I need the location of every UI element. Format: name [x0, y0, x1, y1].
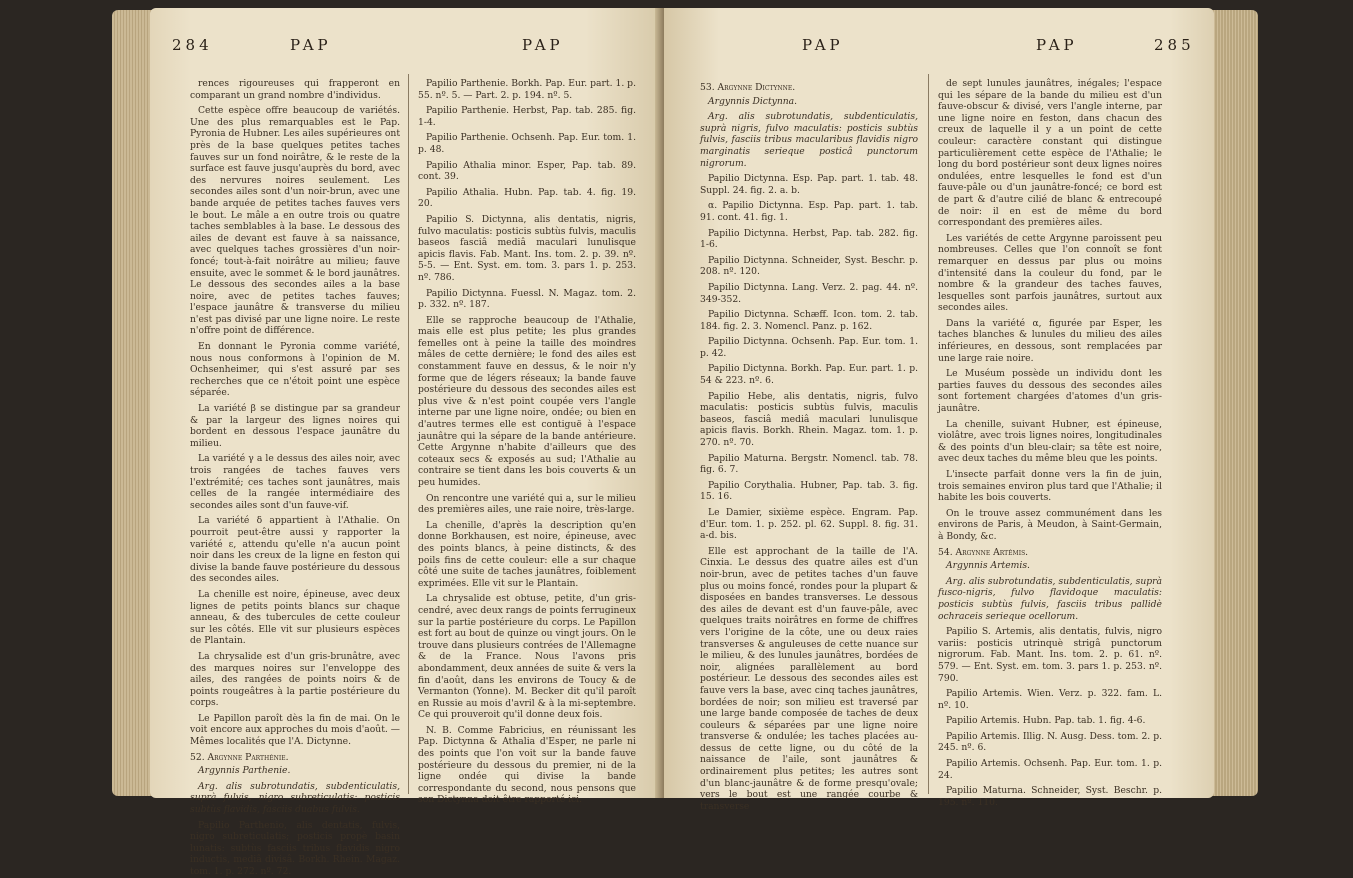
reference: Papilio Dictynna. Schneider, Syst. Beschr. p. 208. nº. 120. — [700, 254, 918, 278]
left-column-rule — [408, 74, 409, 794]
paragraph: Les variétés de cette Argynne paroissent peu nombreuses. Celles que l'on connoît se font remarquer en dessus par plus ou moins d'intensité dans la couleur du fond, par le nombre & la grandeur des taches fauves, lesquelles sont parfois jaunâtres, surtout aux secondes ailes. — [938, 232, 1162, 314]
entry-name: Argynnis Artemis. — [946, 560, 1030, 572]
right-column-rule — [928, 74, 929, 794]
left-header-left: PAP — [290, 36, 332, 54]
reference: Papilio Athalia. Hubn. Pap. tab. 4. fig. 19. 20. — [418, 186, 636, 210]
right-header-left: PAP — [802, 36, 844, 54]
left-header-right: PAP — [522, 36, 564, 54]
entry-name: Argynnis Dictynna. — [708, 95, 798, 107]
reference: Papilio Artemis. Illig. N. Ausg. Dess. tom. 2. p. 245. nº. 6. — [938, 730, 1162, 754]
reference: Papilio Dictynna. Ochsenh. Pap. Eur. tom. 1. p. 42. — [700, 336, 918, 359]
paragraph: La variété β se distingue par sa grandeur & par la largeur des lignes noires qui bordent en dessous l'espace jaunâtre du milieu. — [190, 403, 400, 449]
left-page-edges — [112, 10, 152, 796]
paragraph: Cette espèce offre beaucoup de variétés. Une des plus remarquables est le Pap. Pyronia de Hubner. Les ailes supérieures ont près de la base quelques petites taches fauves sur un fond noirâtre, & le reste de la surface est fauve jusqu'auprès du bord, avec des nervures noires seulement. Les secondes ailes sont d'un noir-brun, avec une bande arquée de petites taches fauves vers le bout. Le mâle a en outre trois ou quatre taches semblables à la base. Le dessous des ailes de devant est fauve à sa naissance, avec quelques taches grossières d'un noir-foncé; tout-à-fait noirâtre au milieu; fauve ensuite, avec le sommet & le bord jaunâtres. Le dessous des secondes ailes a la base noire, avec de petites taches fauves; l'espace jaunâtre & transverse du milieu n'est pas divisé par une ligne noire. Le reste n'offre point de différence. — [190, 105, 401, 337]
reference: Papilio Maturna. Schneider, Syst. Beschr. p. 195. nº. 110. — [938, 785, 1162, 808]
paragraph: On le trouve assez communément dans les environs de Paris, à Meudon, à Saint-Germain, à Bondy, &c. — [938, 507, 1162, 542]
paragraph: Le Muséum possède un individu dont les parties fauves du dessous des secondes ailes sont fortement chargées d'atomes d'un gris-jaunâtre. — [938, 368, 1162, 415]
paragraph: Elle se rapproche beaucoup de l'Athalie, mais elle est plus petite; les plus grandes femelles ont à peine la taille des moindres mâles de cette dernière; le fond des ailes est constamment fauve en dessus, & le noir n'y forme que de légers réseaux; la bande fauve postérieure du dessous des secondes ailes est plus vive & n'est point coupée vers l'angle interne par une ligne noire, ondée; ou bien en d'autres termes elle est contiguë à l'espace jaunâtre qui la sépare de la bande antérieure. Cette Argynne n'habite d'ailleurs que des coteaux secs & exposés au sud; l'Athalie au contraire se tient dans les bois couverts & un peu humides. — [418, 314, 636, 488]
reference: Le Damier, sixième espèce. Engram. Pap. d'Eur. tom. 1. p. 252. pl. 62. Suppl. 8. fig. 31. a-d. bis. — [700, 507, 918, 542]
reference: Papilio Dictynna. Esp. Pap. part. 1. tab. 48. Suppl. 24. fig. 2. a. b. — [700, 173, 918, 196]
reference: Papilio Dictynna. Fuessl. N. Magaz. tom. 2. p. 332. nº. 187. — [418, 287, 636, 311]
reference: Papilio Parthenie. Herbst, Pap. tab. 285. fig. 1-4. — [418, 105, 636, 128]
paragraph: La chrysalide est obtuse, petite, d'un gris-cendré, avec deux rangs de points ferrugineux sur la partie postérieure du corps. Le Papillon est fort au bout de quinze ou vingt jours. On le trouve dans plusieurs contrées de l'Allemagne & de la France. Nous l'avons pris abondamment, deux années de suite & vers la fin d'août, dans les environs de Toucy & de Vermanton (Yonne). M. Becker dit qu'il paroît en Russie au mois d'avril & à la mi-septembre. Ce qui prouveroit qu'il donne deux fois. — [418, 593, 636, 721]
reference: Papilio Parthenie. Borkh. Pap. Eur. part. 1. p. 55. nº. 5. — Part. 2. p. 194. nº. 5. — [418, 78, 636, 101]
right-page-number: 285 — [1154, 36, 1195, 54]
paragraph: La chenille est noire, épineuse, avec deux lignes de petits points blancs sur chaque anneau, & des tubercules de cette couleur sur les côtés. Elle vit sur plusieurs espèces de Plantain. — [190, 588, 400, 647]
right-column-2 — [938, 78, 1162, 808]
paragraph: La chrysalide est d'un gris-brunâtre, avec des marques noires sur l'enveloppe des ailes, des rangées de points noirs & de points rougeâtres à la partie postérieure du corps. — [190, 650, 400, 709]
reference: α. Papilio Dictynna. Esp. Pap. part. 1. tab. 91. cont. 41. fig. 1. — [700, 200, 918, 223]
latin-diagnosis: Arg. alis subrotundatis, subdenticulatis, suprà fusco-nigris, fulvo flavidoque maculatis: posticis subtùs fulvis, fasciis tribus pallidè ochraceis serieque ocellorum. — [938, 575, 1162, 622]
reference: Papilio Parthenio, alis dentatis, fulvis, nigro subreticulatis; posticis propè basin lunatis: subtùs fasciis tribus flavidis nigro inductis, mediâ divisâ. Borkh. Rhein. Magaz. tom. 1. p. 272. nº. 72. — [190, 819, 400, 877]
reference: Papilio S. Dictynna, alis dentatis, nigris, fulvo maculatis: posticis subtùs fulvis, maculis baseos fasciâ mediâ maculari lunulisque apicis flavis. Fab. Mant. Ins. tom. 2. p. 39. nº. 5-5. — Ent. Syst. em. tom. 3. pars 1. p. 253. nº. 786. — [418, 213, 636, 283]
entry-heading: 52. Argynne Parthénie. — [190, 751, 289, 763]
paragraph: L'insecte parfait donne vers la fin de juin, trois semaines environ plus tard que l'Athalie; il habite les bois couverts. — [938, 469, 1162, 504]
latin-diagnosis: Arg. alis subrotundatis, subdenticulatis, suprà fulvis, nigro subreticulatis: posticis subtùs flavidis, fasciis duabus fulvis. — [190, 780, 400, 816]
right-column-1 — [700, 78, 918, 812]
reference: Papilio Maturna. Bergstr. Nomencl. tab. 78. fig. 6. 7. — [700, 452, 918, 476]
reference: Papilio Athalia minor. Esper, Pap. tab. 89. cont. 39. — [418, 159, 636, 183]
reference: Papilio S. Artemis, alis dentatis, fulvis, nigro variis: posticis utrinquè strigâ punctorum nigrorum. Fab. Mant. Ins. tom. 2. p. 61. nº. 579. — Ent. Syst. em. tom. 3. pars 1. p. 253. nº. 790. — [938, 626, 1162, 684]
paragraph: On rencontre une variété qui a, sur le milieu des premières ailes, une raie noire, très-large. — [418, 492, 636, 516]
right-page — [664, 8, 1214, 812]
reference: Papilio Artemis. Wien. Verz. p. 322. fam. L. nº. 10. — [938, 688, 1162, 711]
reference: Papilio Artemis. Hubn. Pap. tab. 1. fig. 4-6. — [946, 715, 1146, 727]
right-header-right: PAP — [1036, 36, 1078, 54]
latin-diagnosis: Arg. alis subrotundatis, subdenticulatis, suprà nigris, fulvo maculatis: posticis subtùs fulvis, fasciis tribus macularibus flavidis nigro marginatis serieque posticâ punctorum nigrorum. — [700, 111, 918, 169]
entry-heading: 54. Argynne Artémis. — [938, 546, 1029, 558]
paragraph: Le Papillon paroît dès la fin de mai. On le voit encore aux approches du mois d'août. — Mêmes localités que l'A. Dictynne. — [190, 712, 400, 748]
paragraph: Elle est approchant de la taille de l'A. Cinxia. Le dessus des quatre ailes est d'un noir-brun, avec de petites taches d'un fauve plus ou moins foncé, rondes pour la plupart & disposées en bandes transverses. Le dessous des ailes de devant est d'un fauve-pâle, avec quelques traits noirâtres en forme de chiffres vers l'origine de la côte, une ou deux raies transverses & anguleuses de cette nuance sur le milieu, & des lunules jaunâtres, bordées de noir, alignées parallèlement au bord postérieur. Le dessous des secondes ailes est fauve vers la base, avec cinq taches jaunâtres, bordées de noir; son milieu est traversé par une large bande composée de taches de deux couleurs & séparées par une ligne noire transverse & ondulée; les taches placées au-dessus de cette ligne, ou du côté de la naissance de l'aile, sont jaunâtres & ordinairement plus petites; les autres sont d'un blanc-jaunâtre & de forme presqu'ovale; vers le bout est une rangée courbe & transverse — [700, 545, 918, 812]
entry-heading: 53. Argynne Dictynne. — [700, 82, 796, 93]
paragraph: La chenille, suivant Hubner, est épineuse, violâtre, avec trois lignes noires, longitudinales & des points d'un bleu-clair; sa tête est noire, avec deux taches du même bleu que les points. — [938, 418, 1162, 465]
reference: Papilio Dictynna. Herbst, Pap. tab. 282. fig. 1-6. — [700, 227, 918, 251]
reference: Papilio Corythalia. Hubner, Pap. tab. 3. fig. 15. 16. — [700, 479, 918, 503]
left-page — [150, 8, 662, 877]
reference: Papilio Dictynna. Schæff. Icon. tom. 2. tab. 184. fig. 2. 3. Nomencl. Panz. p. 162. — [700, 309, 918, 332]
paragraph: La chenille, d'après la description qu'en donne Borkhausen, est noire, épineuse, avec des points blancs, à peine distincts, & des poils fins de cette couleur: elle a sur chaque côté une suite de taches jaunâtres, foiblement exprimées. Elle vit sur le Plantain. — [418, 519, 636, 589]
paragraph: de sept lunules jaunâtres, inégales; l'espace qui les sépare de la bande du milieu est d'un fauve-obscur & divisé, vers l'angle interne, par une ligne noire en feston, dans chacun des creux de laquelle il y a un point de cette couleur: caractère constant qui distingue particulièrement cette espèce de l'Athalie; le long du bord postérieur sont deux lignes noires ondulées, entre lesquelles le fond est d'un fauve-pâle ou d'un jaunâtre-foncé; ce bord est de part & d'autre cilié de blanc & entrecoupé de noir: il en est de même du bord correspondant des premières ailes. — [938, 78, 1162, 229]
reference: Papilio Hebe, alis dentatis, nigris, fulvo maculatis: posticis subtùs fulvis, maculis baseos, fasciâ mediâ maculari lunulisque apicis flavis. Borkh. Rhein. Magaz. tom. 1. p. 270. nº. 70. — [700, 390, 918, 449]
paragraph: N. B. Comme Fabricius, en réunissant les Pap. Dictynna & Athalia d'Esper, ne parle ni des points que l'on voit sur la bande fauve postérieure du dessous du premier, ni de la ligne ondée qui divise la bande correspondante du second, nous pensons que son Dictynna doit être rapporté ici. — [418, 724, 636, 806]
paragraph: rences rigoureuses qui frapperont en comparant un grand nombre d'individus. — [190, 78, 400, 101]
reference: Papilio Artemis. Ochsenh. Pap. Eur. tom. 1. p. 24. — [938, 758, 1162, 781]
left-page-number: 284 — [172, 36, 213, 54]
reference: Papilio Dictynna. Lang. Verz. 2. pag. 44. nº. 349-352. — [700, 281, 918, 305]
left-column-1 — [190, 78, 401, 877]
reference: Papilio Parthenie. Ochsenh. Pap. Eur. tom. 1. p. 48. — [418, 132, 636, 155]
entry-name: Argynnis Parthenie. — [198, 765, 291, 777]
left-column-2 — [418, 78, 636, 806]
reference: Papilio Dictynna. Borkh. Pap. Eur. part. 1. p. 54 & 223. nº. 6. — [700, 363, 918, 387]
right-page-edges — [1212, 10, 1258, 796]
paragraph: En donnant le Pyronia comme variété, nous nous conformons à l'opinion de M. Ochsenheimer, qui s'est assuré par ses recherches que ce n'étoit point une espèce séparée. — [190, 341, 400, 399]
paragraph: Dans la variété α, figurée par Esper, les taches blanches & lunules du milieu des ailes inférieures, en dessous, sont remplacées par une large raie noire. — [938, 317, 1162, 364]
paragraph: La variété δ appartient à l'Athalie. On pourroit peut-être aussi y rapporter la variété ε, attendu qu'elle n'a aucun point noir dans les creux de la ligne en feston qui divise la bande fauve postérieure du dessous des secondes ailes. — [190, 515, 400, 585]
paragraph: La variété γ a le dessus des ailes noir, avec trois rangées de taches fauves vers l'extrémité; ces taches sont jaunâtres, mais celles de la rangée intermédiaire des secondes ailes sont d'un fauve-vif. — [190, 453, 400, 511]
